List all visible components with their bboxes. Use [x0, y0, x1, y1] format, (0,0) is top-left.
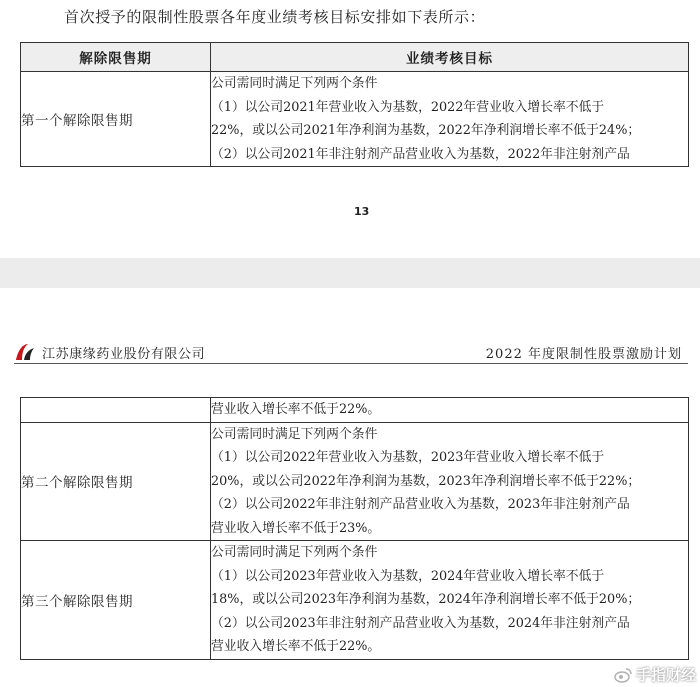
goal-line: （2）以公司2022年非注射剂产品营业收入为基数，2023年非注射剂产品 — [211, 497, 630, 512]
company-logo-icon — [14, 342, 36, 362]
table-header-row — [21, 43, 689, 72]
goal-cell — [211, 541, 689, 660]
document-page-13 — [0, 0, 700, 258]
page-separator — [0, 258, 700, 288]
company-name: 江苏康缘药业股份有限公司 — [42, 347, 206, 362]
goal-line: （2）以公司2023年非注射剂产品营业收入为基数，2024年非注射剂产品 — [211, 615, 630, 631]
performance-target-table — [20, 42, 689, 167]
goal-line: 营业收入增长率不低于22%。 — [211, 402, 381, 417]
goal-line: 22%，或以公司2021年净利润为基数，2022年净利润增长率不低于24%； — [211, 123, 641, 138]
watermark-text: 手指财经 — [635, 666, 696, 684]
period-cell: 第二个解除限售期 — [21, 422, 211, 541]
column-header-period: 解除限售期 — [21, 43, 211, 72]
column-header-goal: 业绩考核目标 — [211, 43, 689, 72]
goal-line: 公司需同时满足下列两个条件 — [211, 76, 378, 91]
period-cell: 第三个解除限售期 — [21, 541, 211, 660]
goal-cell — [211, 398, 689, 423]
intro-text: 首次授予的限制性股票各年度业绩考核目标安排如下表所示： — [64, 8, 486, 26]
table-row — [21, 422, 689, 541]
period-cell: 第一个解除限售期 — [21, 72, 211, 167]
page-number: 13 — [354, 205, 370, 218]
plan-title: 2022 年度限制性股票激励计划 — [485, 347, 682, 362]
goal-line: （1）以公司2021年营业收入为基数，2022年营业收入增长率不低于 — [211, 99, 605, 115]
goal-line: 公司需同时满足下列两个条件 — [211, 545, 378, 560]
goal-line: 公司需同时满足下列两个条件 — [211, 426, 378, 442]
document-page-14 — [0, 288, 700, 687]
goal-line: （1）以公司2022年营业收入为基数，2023年营业收入增长率不低于 — [211, 450, 605, 465]
table-row — [21, 72, 689, 167]
performance-target-table-continued — [20, 397, 689, 660]
watermark — [614, 664, 696, 685]
table-row — [21, 398, 689, 423]
weibo-icon — [614, 667, 632, 683]
goal-line: （1）以公司2023年营业收入为基数，2024年营业收入增长率不低于 — [211, 568, 605, 584]
goal-cell — [211, 72, 689, 167]
goal-line: 20%，或以公司2022年净利润为基数，2023年净利润增长率不低于22%； — [211, 473, 641, 489]
table-row — [21, 541, 689, 660]
goal-line: 18%，或以公司2023年净利润为基数，2024年净利润增长率不低于20%； — [211, 592, 641, 607]
goal-line: 营业收入增长率不低于23%。 — [211, 520, 381, 536]
goal-cell — [211, 422, 689, 541]
period-cell-empty — [21, 398, 211, 423]
goal-line: （2）以公司2021年非注射剂产品营业收入为基数，2022年非注射剂产品 — [211, 146, 630, 162]
goal-line: 营业收入增长率不低于22%。 — [211, 639, 381, 654]
page-header — [14, 341, 688, 364]
